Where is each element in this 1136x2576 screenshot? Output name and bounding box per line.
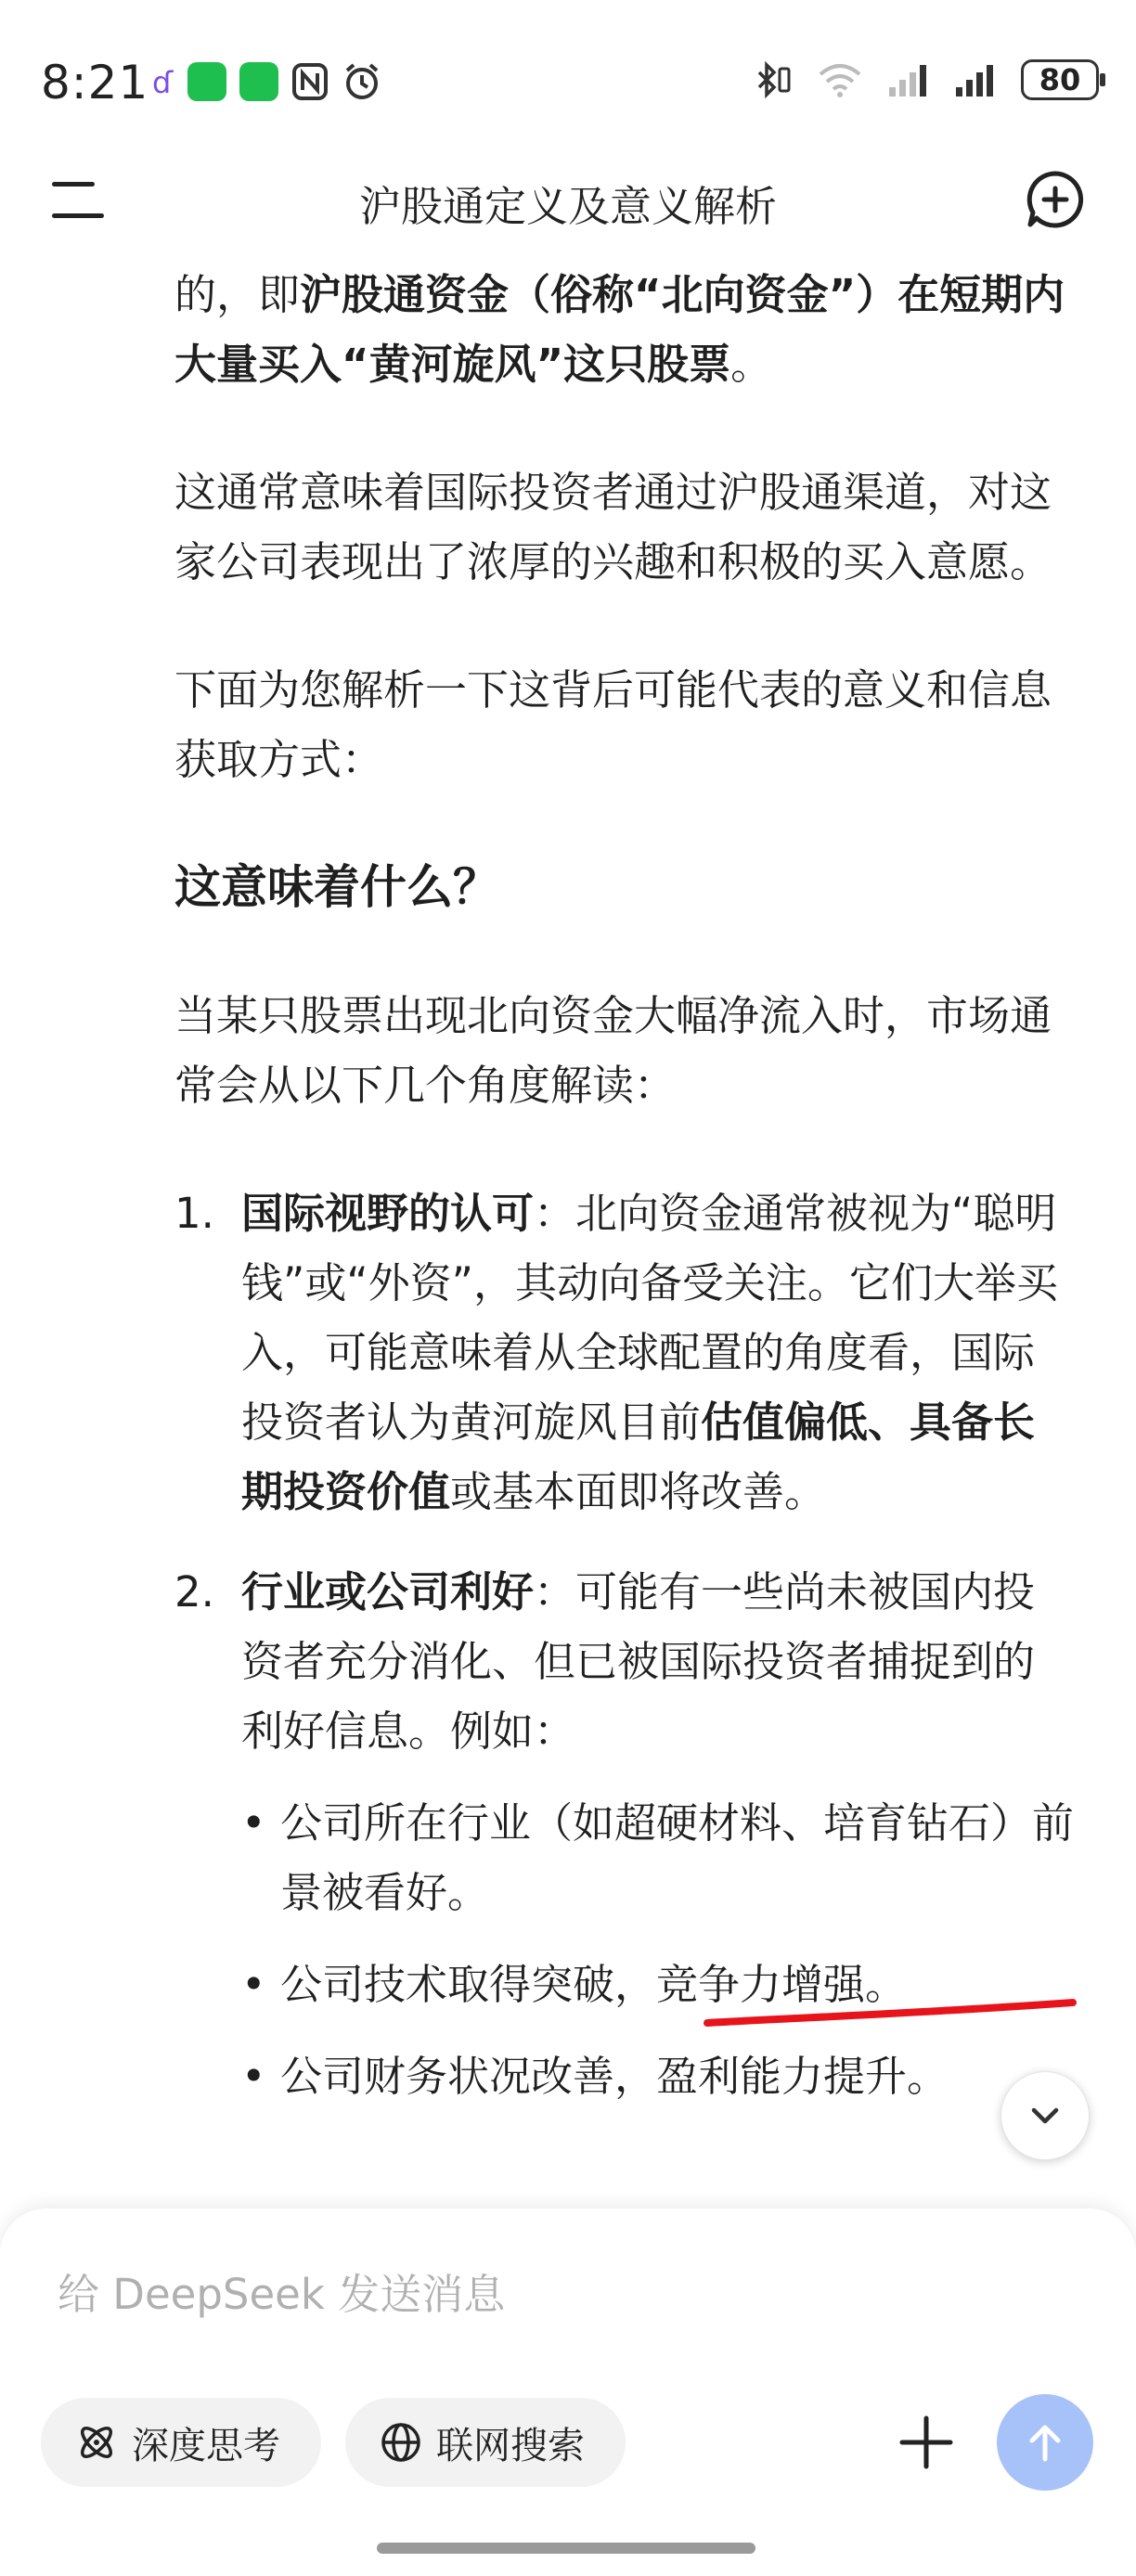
scroll-to-bottom-button[interactable] (1000, 2071, 1090, 2160)
list-item: 2. 行业或公司利好：可能有一些尚未被国内投资者充分消化、但已被国际投资者捕捉到的利好信息。例如： • 公司所在行业（如超硬材料、培育钻石）前景被看好。 • 公司技术取得突破，竞争力增强。 • 公司财务状况改善，盈利能力提升。 (174, 1557, 1075, 2111)
web-search-button[interactable] (345, 2398, 626, 2487)
status-right-icons (752, 59, 1099, 100)
deep-think-label: 深度思考 (132, 2424, 280, 2467)
nfc-icon (291, 62, 329, 101)
list-number: 2. (174, 1567, 214, 1616)
list-number: 1. (174, 1189, 214, 1238)
chevron-down-icon (1025, 2095, 1065, 2136)
section-heading: 这意味着什么？ (174, 860, 499, 914)
bullet-item: • 公司财务状况改善，盈利能力提升。 (241, 2041, 1075, 2111)
status-left-icons (150, 61, 382, 102)
status-time: 8:21 (41, 56, 149, 109)
arrow-up-icon (1021, 2418, 1069, 2467)
atom-icon (74, 2420, 119, 2465)
wechat-icon (239, 62, 278, 101)
wifi-icon (817, 61, 863, 98)
paragraph: 下面为您解析一下这背后可能代表的意义和信息获取方式： (174, 665, 1052, 784)
paragraph: 当某只股票出现北向资金大幅净流入时，市场通常会从以下几个角度解读： (174, 991, 1052, 1110)
signal-icon (887, 61, 930, 98)
paragraph: 这通常意味着国际投资者通过沪股通渠道，对这家公司表现出了浓厚的兴趣和积极的买入意愿。 (174, 468, 1052, 586)
ordered-list (174, 1179, 1075, 2111)
svg-text:ɗ: ɗ (152, 65, 174, 100)
bullet-list (241, 1788, 1075, 2111)
status-bar (0, 0, 1136, 148)
wechat-icon (187, 62, 226, 101)
message-composer (0, 2209, 1136, 2576)
send-button[interactable] (997, 2394, 1093, 2491)
red-underline-annotation (702, 1990, 1082, 2036)
signal-icon (954, 61, 997, 98)
bullet-item: • 公司技术取得突破，竞争力增强。 (241, 1950, 1075, 2019)
new-chat-icon[interactable] (1025, 169, 1086, 230)
globe-icon (379, 2420, 423, 2465)
bluetooth-icon (752, 59, 793, 100)
app-icon (150, 63, 174, 100)
bullet-item: • 公司所在行业（如超硬材料、培育钻石）前景被看好。 (241, 1788, 1075, 1927)
paragraph: 的，即沪股通资金（俗称“北向资金”）在短期内大量买入“黄河旋风”这只股票。 (174, 270, 1065, 389)
bold-text: 沪股通资金（俗称“北向资金”）在短期内大量买入“黄河旋风”这只股票 (174, 270, 1065, 389)
web-search-label: 联网搜索 (436, 2424, 585, 2467)
battery-indicator: 80 (1021, 59, 1099, 100)
top-app-bar (0, 148, 1136, 251)
add-attachment-icon[interactable] (898, 2415, 954, 2470)
alarm-icon (342, 61, 382, 102)
message-input[interactable]: 给 DeepSeek 发送消息 (58, 2270, 506, 2319)
home-indicator[interactable] (377, 2543, 755, 2554)
assistant-message (174, 260, 1075, 2142)
conversation-title: 沪股通定义及意义解析 (358, 182, 777, 231)
list-item: 1. 国际视野的认可：北向资金通常被视为“聪明钱”或“外资”，其动向备受关注。它们大举买入，可能意味着从全球配置的角度看，国际投资者认为黄河旋风目前估值偏低、具备长期投资价值或基本面即将改善。 (174, 1179, 1075, 1526)
deep-think-button[interactable] (41, 2398, 321, 2487)
